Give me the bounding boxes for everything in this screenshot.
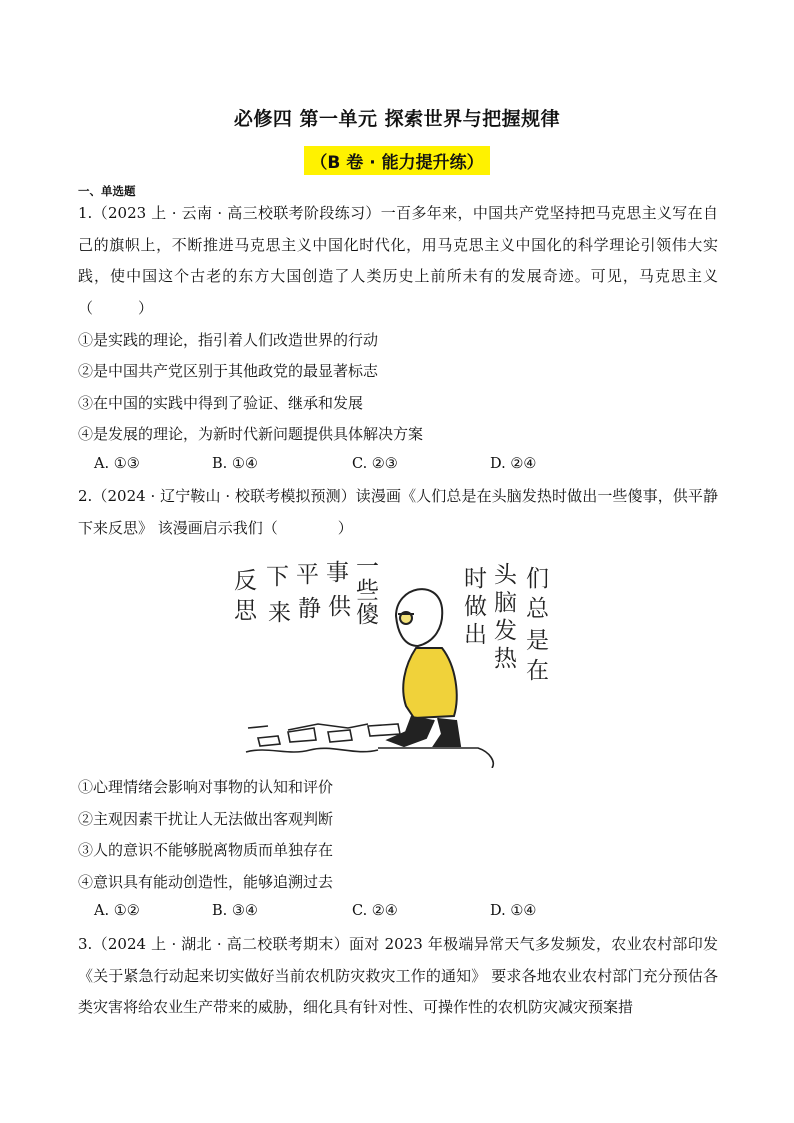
option-d[interactable]: D. ①④: [490, 903, 537, 919]
cartoon-image: [228, 556, 568, 768]
cartoon-char: 总: [526, 596, 549, 622]
cartoon-char: 时: [464, 566, 487, 592]
cartoon-char: 傻: [356, 602, 379, 628]
cartoon-char: 发: [494, 618, 517, 644]
cartoon-char: 供: [328, 594, 351, 620]
cartoon-char: 们: [526, 566, 549, 592]
cartoon-char: 来: [268, 600, 291, 626]
question-2-item-3: ③人的意识不能够脱离物质而单独存在: [78, 841, 334, 859]
cartoon-char: 热: [494, 646, 517, 672]
question-2-options: [94, 903, 694, 923]
option-c[interactable]: C. ②④: [352, 903, 398, 919]
cartoon-char: 做: [464, 594, 487, 620]
question-1-item-2: ②是中国共产党区别于其他政党的最显著标志: [78, 362, 379, 380]
option-a[interactable]: A. ①③: [94, 456, 140, 472]
cartoon-char: 思: [234, 598, 257, 624]
cartoon-char: 些: [356, 578, 379, 604]
cartoon-char: 头: [494, 562, 517, 588]
question-1-item-4: ④是发展的理论，为新时代新问题提供具体解决方案: [78, 425, 424, 443]
cartoon-char: 平: [296, 562, 319, 588]
cartoon-char: 一: [356, 556, 379, 580]
cartoon-shirt: [403, 648, 456, 718]
question-2-item-1: ①心理情绪会影响对事物的认知和评价: [78, 778, 334, 796]
cartoon-char: 出: [464, 622, 487, 648]
question-2-item-2: ②主观因素干扰让人无法做出客观判断: [78, 810, 334, 828]
option-c[interactable]: C. ②③: [352, 456, 398, 472]
option-b[interactable]: B. ③④: [212, 903, 258, 919]
cartoon-char: 反: [234, 568, 257, 594]
option-a[interactable]: A. ①②: [94, 903, 140, 919]
question-1-item-1: ①是实践的理论，指引着人们改造世界的行动: [78, 331, 379, 349]
option-b[interactable]: B. ①④: [212, 456, 258, 472]
subtitle-wrap: [0, 146, 794, 175]
page-subtitle: （B 卷 · 能力提升练）: [304, 146, 489, 175]
question-2-item-4: ④意识具有能动创造性，能够追溯过去: [78, 873, 334, 891]
option-d[interactable]: D. ②④: [490, 456, 537, 472]
cartoon-char: 脑: [494, 590, 517, 616]
cartoon-char: 下: [266, 564, 289, 590]
cartoon-char: 事: [326, 560, 349, 586]
question-3-stem: 3.（2024 上 · 湖北 · 高二校联考期末）面对 2023 年极端异常天气多发频发，农业农村部印发《关于紧急行动起来切实做好当前农机防灾救灾工作的通知》 要求各地农业农村部门充分预估各类灾害将给农业生产带来的威胁，细化具有针对性、可操作性的农机防灾减灾预案措: [78, 935, 718, 1016]
cartoon-figure: [388, 589, 460, 746]
cartoon-char: 是: [526, 628, 549, 654]
question-1-stem: 1.（2023 上 · 云南 · 高三校联考阶段练习）一百多年来，中国共产党坚持把马克思主义写在自己的旗帜上，不断推进马克思主义中国化时代化，用马克思主义中国化的科学理论引领伟大实践，使中国这个古老的东方大国创造了人类历史上前所未有的发展奇迹。可见，马克思主义（ ）: [78, 204, 718, 317]
cartoon-char: 静: [298, 596, 321, 622]
question-2-stem: 2.（2024 · 辽宁鞍山 · 校联考模拟预测）读漫画《人们总是在头脑发热时做出一些傻事，供平静下来反思》 该漫画启示我们（ ）: [78, 487, 718, 537]
section-title: 一、单选题: [78, 184, 136, 198]
question-1-options: [94, 456, 694, 476]
cartoon-char: 在: [526, 658, 549, 684]
page-title: 必修四 第一单元 探索世界与把握规律: [233, 108, 561, 130]
question-1-item-3: ③在中国的实践中得到了验证、继承和发展: [78, 394, 364, 412]
